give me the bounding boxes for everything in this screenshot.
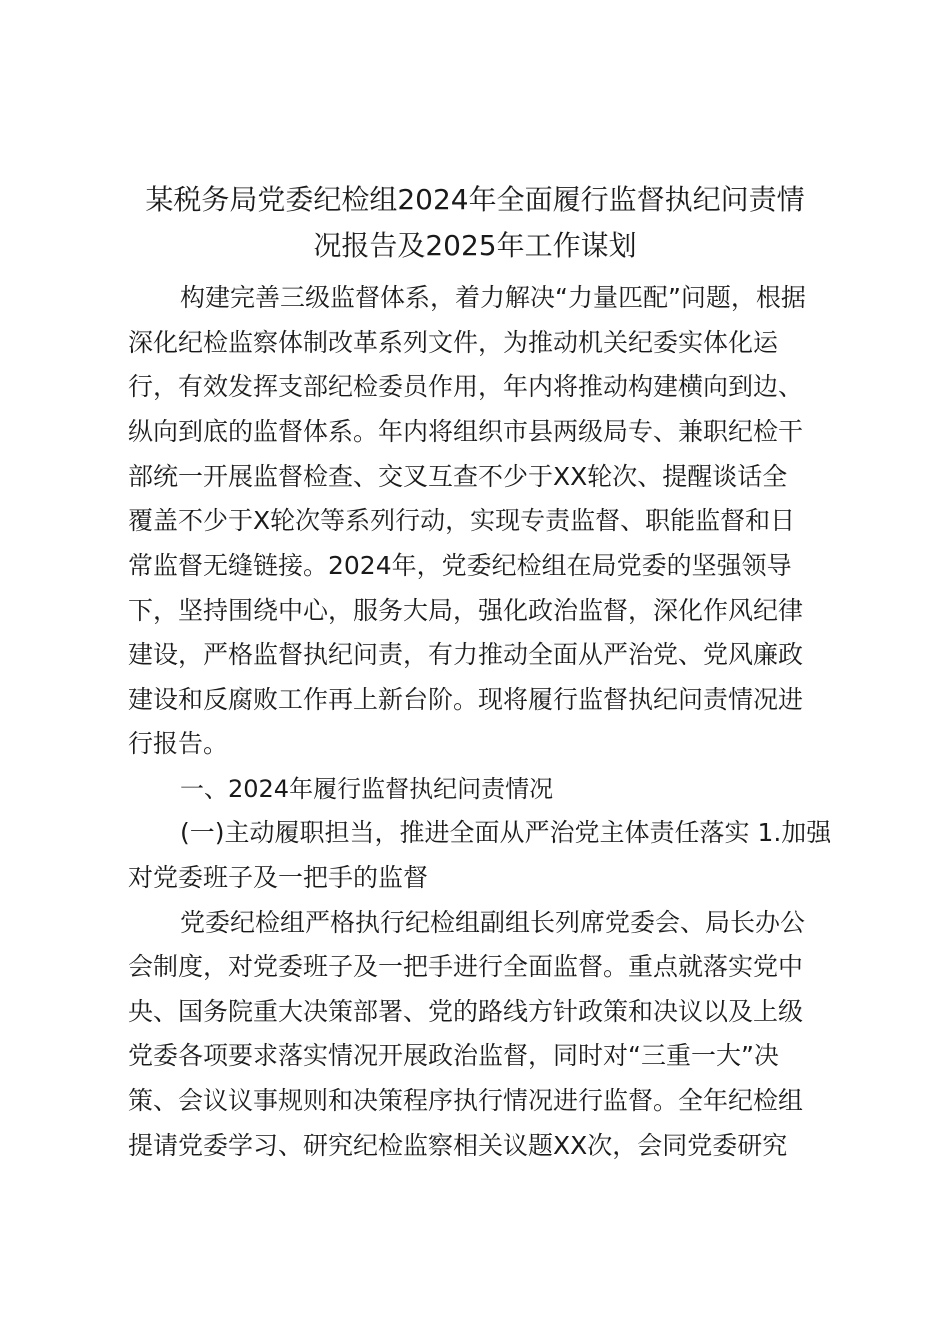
text-line: 提请党委学习、研究纪检监察相关议题XX次，会同党委研究 <box>128 1131 788 1160</box>
text-line: 构建完善三级监督体系，着力解决“力量匹配”问题，根据 <box>180 283 806 312</box>
document-title <box>120 177 830 269</box>
text-line: 会制度，对党委班子及一把手进行全面监督。重点就落实党中 <box>128 952 804 981</box>
title-line-2: 况报告及2025年工作谋划 <box>313 229 637 262</box>
title-line-1: 某税务局党委纪检组2024年全面履行监督执纪问责情 <box>145 183 805 216</box>
text-line: 行报告。 <box>128 729 229 758</box>
text-line: 策、会议议事规则和决策程序执行情况进行监督。全年纪检组 <box>128 1086 804 1115</box>
subsection-heading: (一)主动履职担当，推进全面从严治党主体责任落实 1.加强 <box>180 818 832 847</box>
section-heading: 一、2024年履行监督执纪问责情况 <box>180 775 554 803</box>
text-line: 覆盖不少于X轮次等系列行动，实现专责监督、职能监督和日 <box>128 506 796 535</box>
text-line: 党委纪检组严格执行纪检组副组长列席党委会、局长办公 <box>180 908 806 937</box>
text-line: 下，坚持围绕中心，服务大局，强化政治监督，深化作风纪律 <box>128 596 804 625</box>
text-line: 建设，严格监督执纪问责，有力推动全面从严治党、党风廉政 <box>128 640 804 669</box>
text-line: 深化纪检监察体制改革系列文件，为推动机关纪委实体化运 <box>128 328 779 357</box>
text-line: 行，有效发挥支部纪检委员作用，年内将推动构建横向到边、 <box>128 372 804 401</box>
text-line: 部统一开展监督检查、交叉互查不少于XX轮次、提醒谈话全 <box>128 462 788 491</box>
text-line: 纵向到底的监督体系。年内将组织市县两级局专、兼职纪检干 <box>128 417 804 446</box>
text-line: 党委各项要求落实情况开展政治监督，同时对“三重一大”决 <box>128 1041 779 1070</box>
text-line: 央、国务院重大决策部署、党的路线方针政策和决议以及上级 <box>128 997 804 1026</box>
text-line: 建设和反腐败工作再上新台阶。现将履行监督执纪问责情况进 <box>128 685 804 714</box>
text-line: 常监督无缝链接。2024年，党委纪检组在局党委的坚强领导 <box>128 551 792 580</box>
subsection-heading: 对党委班子及一把手的监督 <box>128 863 429 892</box>
